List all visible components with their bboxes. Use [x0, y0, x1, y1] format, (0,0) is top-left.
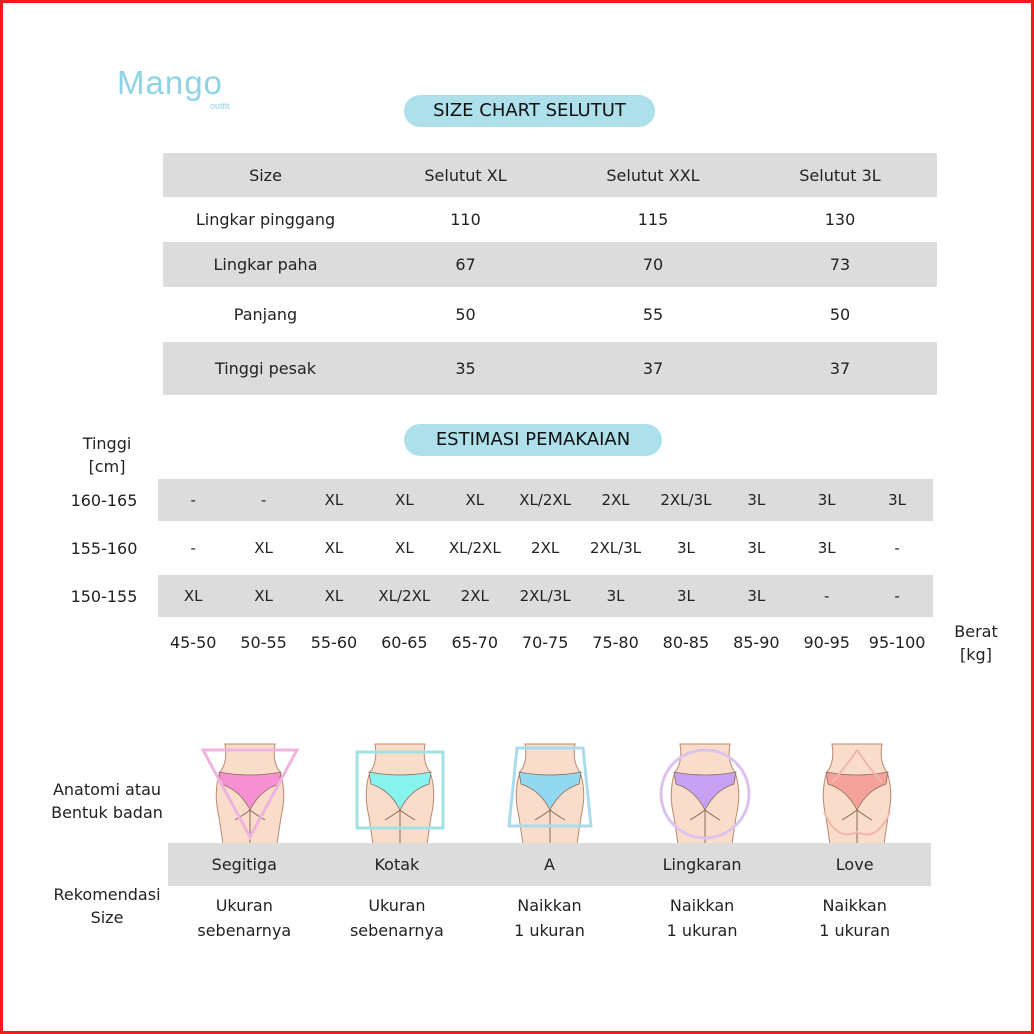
table-cell: 37	[829, 359, 851, 378]
height-label: Tinggi	[82, 434, 132, 453]
table-cell: 50	[829, 305, 851, 324]
brand-logo: Mango	[117, 64, 223, 101]
estimasi-cell: XL	[465, 491, 485, 509]
size-recommendation: Ukuran sebenarnya	[197, 896, 292, 940]
rec-label-2: Size	[90, 908, 124, 927]
rec-label-1: Rekomendasi	[53, 885, 161, 904]
body-shape-label	[36, 778, 178, 824]
recommendation-label	[36, 883, 178, 929]
weight-tick: 80-85	[662, 633, 710, 652]
estimasi-cell: XL	[324, 491, 344, 509]
size-table-row	[163, 197, 937, 242]
weight-label: Berat	[954, 622, 998, 641]
size-recommendation: Naikkan 1 ukuran	[819, 896, 891, 940]
table-cell: 110	[450, 210, 481, 229]
table-cell: 70	[642, 255, 664, 274]
estimasi-cell: 3L	[747, 491, 766, 509]
estimasi-cell: -	[260, 491, 267, 509]
height-range: 160-165	[70, 491, 138, 510]
header-cell: Selutut XXL	[606, 165, 700, 185]
table-cell: Lingkar pinggang	[195, 210, 336, 229]
weight-tick: 55-60	[310, 633, 358, 652]
weight-unit: [kg]	[960, 645, 992, 664]
weight-tick: 95-100	[868, 633, 926, 652]
estimasi-cell: XL/2XL	[519, 491, 572, 509]
estimasi-cell: XL	[183, 587, 203, 605]
estimasi-cell: 3L	[817, 491, 836, 509]
table-cell: Tinggi pesak	[214, 359, 317, 378]
weight-tick: 90-95	[803, 633, 850, 652]
body-shape-name: Segitiga	[211, 855, 277, 874]
weight-tick: 85-90	[733, 633, 780, 652]
estimasi-cell: 3L	[888, 491, 907, 509]
estimasi-title: ESTIMASI PEMAKAIAN	[404, 424, 662, 456]
body-shape-name: A	[544, 855, 555, 874]
estimasi-cell: 3L	[817, 539, 836, 557]
table-cell: 50	[455, 305, 476, 324]
size-table-row	[163, 342, 937, 395]
body-shape-names	[168, 843, 931, 886]
body-shape-figure	[495, 742, 605, 844]
body-shape-figure	[650, 742, 760, 844]
weight-tick: 60-65	[381, 633, 428, 652]
estimasi-cell: 3L	[676, 539, 695, 557]
estimasi-cell: 3L	[747, 587, 766, 605]
table-cell: 115	[637, 210, 669, 229]
weight-tick: 50-55	[240, 633, 287, 652]
estimasi-row	[158, 575, 933, 617]
estimasi-cell: 2XL	[601, 491, 630, 509]
table-cell: 67	[455, 255, 476, 274]
table-cell: 55	[642, 305, 664, 324]
brand-logo-sub: outfit	[210, 101, 230, 111]
estimasi-row	[158, 527, 933, 569]
height-unit: [cm]	[88, 457, 126, 476]
estimasi-cell: 2XL	[531, 539, 560, 557]
size-table-row	[163, 287, 937, 342]
estimasi-cell: 2XL	[460, 587, 489, 605]
estimasi-cell: -	[824, 587, 830, 605]
estimasi-cell: -	[894, 539, 900, 557]
body-shape-figure	[802, 742, 912, 844]
body-shape-figure	[345, 742, 455, 844]
estimasi-cell: 2XL/3L	[589, 539, 642, 557]
body-label-2: Bentuk badan	[51, 803, 163, 822]
estimasi-cell: XL	[324, 539, 344, 557]
estimasi-cell: XL	[254, 587, 273, 605]
header-cell: Selutut XL	[424, 165, 507, 185]
size-chart-title: SIZE CHART SELUTUT	[404, 95, 655, 127]
weight-tick: 65-70	[451, 633, 498, 652]
estimasi-cell: -	[894, 587, 900, 605]
estimasi-cell: XL	[254, 539, 273, 557]
table-cell: 37	[642, 359, 664, 378]
table-cell: Lingkar paha	[213, 255, 318, 274]
header-cell: Size	[249, 165, 282, 185]
estimasi-cell: 2XL/3L	[519, 587, 571, 605]
size-recommendation: Ukuran sebenarnya	[349, 896, 444, 940]
height-range: 150-155	[70, 587, 138, 606]
header-cell: Selutut 3L	[799, 165, 881, 185]
estimasi-cell: -	[190, 491, 196, 509]
size-recommendation: Naikkan 1 ukuran	[514, 896, 585, 940]
table-cell: 73	[829, 255, 851, 274]
estimasi-cell: -	[190, 539, 196, 557]
height-axis-label	[70, 432, 144, 478]
body-shape-name: Kotak	[374, 855, 420, 874]
size-table-row	[163, 242, 937, 287]
body-label-1: Anatomi atau	[52, 780, 162, 799]
body-shape-name: Lingkaran	[662, 855, 742, 874]
weight-ticks	[158, 633, 932, 652]
weight-tick: 75-80	[592, 633, 639, 652]
estimasi-cell: 3L	[676, 587, 695, 605]
estimasi-cell: XL	[395, 491, 414, 509]
estimasi-cell: 2XL/3L	[660, 491, 712, 509]
estimasi-cell: XL/2XL	[378, 587, 431, 605]
weight-tick: 70-75	[521, 633, 569, 652]
height-range: 155-160	[70, 539, 138, 558]
estimasi-cell: 3L	[606, 587, 625, 605]
table-cell: 35	[455, 359, 476, 378]
table-cell: Panjang	[233, 305, 298, 324]
size-recommendation: Naikkan 1 ukuran	[666, 896, 738, 940]
estimasi-cell: 3L	[747, 539, 766, 557]
estimasi-row	[158, 479, 933, 521]
estimasi-cell: XL	[395, 539, 414, 557]
weight-tick: 45-50	[169, 633, 217, 652]
body-shape-name: Love	[835, 855, 874, 874]
estimasi-cell: XL/2XL	[448, 539, 501, 557]
body-shape-figure	[195, 742, 305, 844]
size-table-header	[163, 153, 937, 197]
recommendations	[168, 893, 931, 943]
estimasi-cell: XL	[324, 587, 344, 605]
table-cell: 130	[824, 210, 856, 229]
weight-axis-label	[945, 620, 1007, 666]
